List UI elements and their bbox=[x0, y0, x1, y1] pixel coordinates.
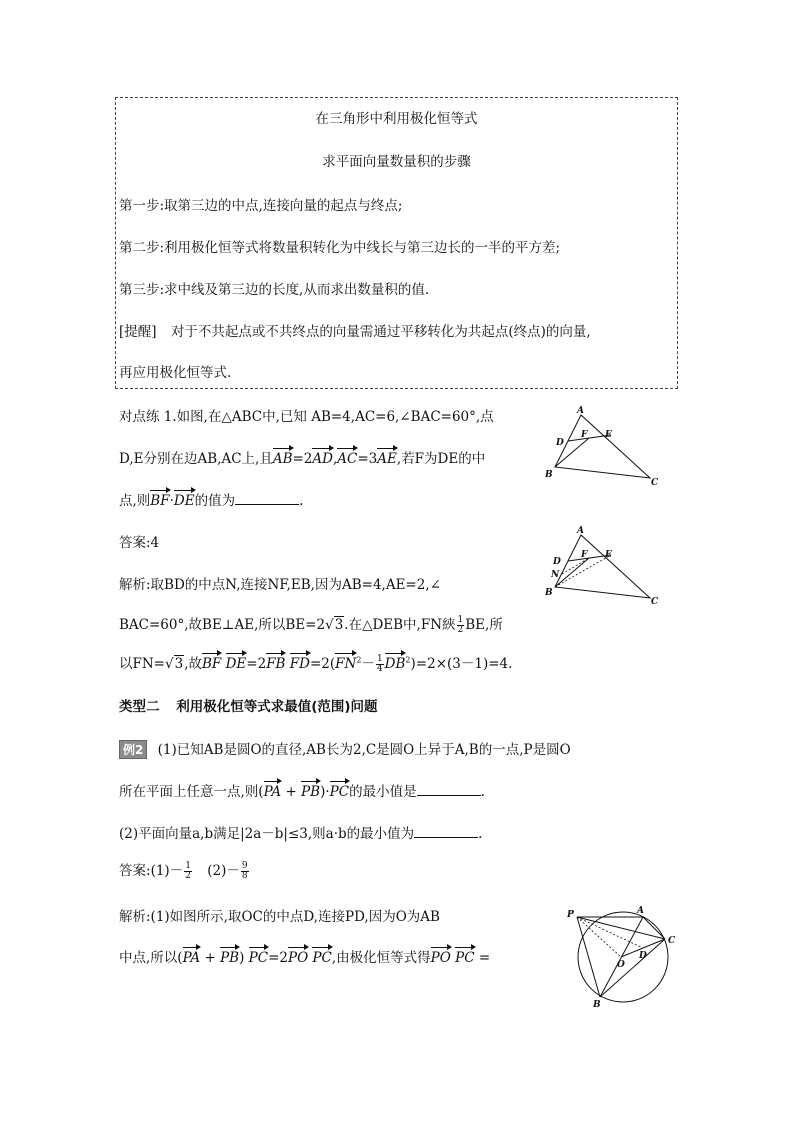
label-D3: D bbox=[639, 951, 647, 961]
solution-2a: BAC=60°,故BE⊥AE,所以BE=2 bbox=[119, 617, 326, 633]
example-2-line-3: (2)平面向量a,b满足|2a－b|≤3,则a·b的最小值为 . bbox=[119, 826, 483, 842]
box-title-1: 在三角形中利用极化恒等式 bbox=[315, 111, 478, 127]
example-2-line-2: 所在平面上任意一点,则(PA + PB)·PC的最小值是 . bbox=[119, 784, 485, 800]
step-3: 第三步:求中线及第三边的长度,从而求出数量积的值. bbox=[119, 282, 430, 298]
frac1-num: 1 bbox=[185, 861, 191, 871]
exercise-prefix: 对点练 bbox=[119, 409, 160, 425]
label-C3: C bbox=[668, 936, 676, 946]
example-2-p1b: 所在平面上任意一点,则 bbox=[119, 784, 259, 800]
exercise-line2a: D,E分别在边AB,AC上,且 bbox=[119, 451, 273, 467]
label-E: E bbox=[605, 430, 612, 440]
label-B2: B bbox=[545, 588, 553, 598]
example-2-sol2c: ,由极化恒等式得 bbox=[331, 950, 431, 966]
example-2-sol2b: =2 bbox=[268, 950, 288, 966]
label-A3: A bbox=[637, 906, 644, 916]
label-P: P bbox=[567, 910, 574, 920]
sqrt-3b: 3 bbox=[174, 656, 184, 672]
exercise-line3a: 点,则 bbox=[119, 493, 151, 509]
tip-label: [提醒] bbox=[119, 324, 157, 340]
exercise-intro: 1.如图,在△ABC中,已知 bbox=[163, 409, 307, 425]
example-badge: 例2 bbox=[119, 740, 147, 759]
example-2-p1a: (1)已知AB是圆O的直径,AB长为2,C是圆O上异于A,B的一点,P是圆O bbox=[157, 742, 571, 758]
label-O: O bbox=[617, 960, 625, 970]
answer-1: (1)－ bbox=[150, 863, 184, 879]
exercise-line3b: 的值为 bbox=[194, 493, 236, 509]
step-2: 第二步:利用极化恒等式将数量积转化为中线长与第三边长的一半的平方差; bbox=[119, 240, 561, 256]
answer-blank-2 bbox=[417, 783, 481, 796]
triangle-figure-2 bbox=[545, 525, 665, 605]
solution-line-1: 解析:取BD的中点N,连接NF,EB,因为AB=4,AE=2,∠ bbox=[119, 577, 441, 593]
label-D: D bbox=[556, 438, 564, 448]
example-2-p2a: (2)平面向量a,b满足|2a－b|≤3,则a·b的最小值为 bbox=[119, 826, 415, 842]
label-F2: F bbox=[581, 550, 588, 560]
label-A2: A bbox=[577, 526, 584, 536]
label-A: A bbox=[577, 406, 584, 416]
example-2-line-1 bbox=[119, 738, 571, 759]
circle-figure bbox=[565, 905, 675, 1010]
exercise-1-line-2: D,E分别在边AB,AC上,且AB=2AD,AC=3AE,若F为DE的中 bbox=[119, 451, 486, 467]
exercise-cond: AB=4,AC=6,∠BAC=60°,点 bbox=[311, 409, 494, 425]
step-1: 第一步:取第三边的中点,连接向量的起点与终点; bbox=[119, 198, 403, 214]
solution-2c: .在△DEB中,FN bbox=[344, 617, 443, 633]
answer-blank-3 bbox=[414, 825, 478, 838]
exercise-line2b: 若F为DE的中 bbox=[401, 451, 486, 467]
box-title-2: 求平面向量数量积的步骤 bbox=[322, 154, 471, 170]
section-heading bbox=[119, 695, 378, 715]
solution-3a: 以FN= bbox=[119, 656, 165, 672]
label-D2: D bbox=[553, 557, 561, 567]
solution-line-2: BAC=60°,故BE⊥AE,所以BE=2√3.在△DEB中,FN綊 $\frac{1}{2}$ BE,所 bbox=[119, 615, 503, 635]
solution-line-3: 以FN=√3,故BF DE=2FB $FD=2(FN^2-$ $\frac{1}{4}$ $DB^2)=2\times(3-1)=4$. bbox=[119, 654, 513, 674]
solution-2e: 綊 bbox=[442, 617, 456, 633]
frac2-num: 9 bbox=[241, 861, 248, 871]
label-E2: E bbox=[605, 550, 612, 560]
exercise-1-answer: 答案:4 bbox=[119, 535, 160, 551]
answer-label: 答案: bbox=[119, 863, 151, 879]
label-C2: C bbox=[651, 597, 659, 607]
example-2-solution-1: 解析:(1)如图所示,取OC的中点D,连接PD,因为O为AB bbox=[119, 909, 440, 925]
sqrt-3: 3 bbox=[334, 617, 344, 633]
label-N2: N bbox=[551, 570, 560, 580]
exercise-1-line-1 bbox=[119, 405, 494, 425]
solution-3c: ,故 bbox=[184, 656, 202, 672]
example-2-sol2a: 中点,所以 bbox=[119, 950, 178, 966]
frac2-den: 8 bbox=[241, 871, 248, 881]
section-title: 利用极化恒等式求最值(范围)问题 bbox=[176, 699, 378, 715]
label-B: B bbox=[545, 470, 553, 480]
tip-line-1 bbox=[119, 320, 591, 340]
label-F: F bbox=[581, 430, 588, 440]
solution-2d: BE,所 bbox=[465, 617, 503, 633]
tip-line-2: 再应用极化恒等式. bbox=[119, 365, 232, 381]
answer-2: (2)－ bbox=[207, 863, 240, 879]
section-label: 类型二 bbox=[119, 699, 160, 715]
example-2-answer bbox=[119, 859, 250, 881]
triangle-figure-1 bbox=[545, 405, 665, 488]
label-B3: B bbox=[593, 1000, 601, 1010]
exercise-1-line-3: 点,则BF·DE的值为 . bbox=[119, 493, 304, 509]
example-2-p1c: 的最小值是 bbox=[349, 784, 417, 800]
example-2-solution-2: 中点,所以(PA + PB) PC=2PO PC,由极化恒等式得PO PC = bbox=[119, 950, 491, 966]
label-C: C bbox=[651, 478, 659, 488]
answer-blank bbox=[235, 492, 299, 505]
tip-text: 对于不共起点或不共终点的向量需通过平移转化为共起点(终点)的向量, bbox=[170, 324, 591, 340]
solution-3d: =2×(3－1)=4. bbox=[415, 656, 513, 672]
frac1-den: 2 bbox=[185, 871, 191, 881]
